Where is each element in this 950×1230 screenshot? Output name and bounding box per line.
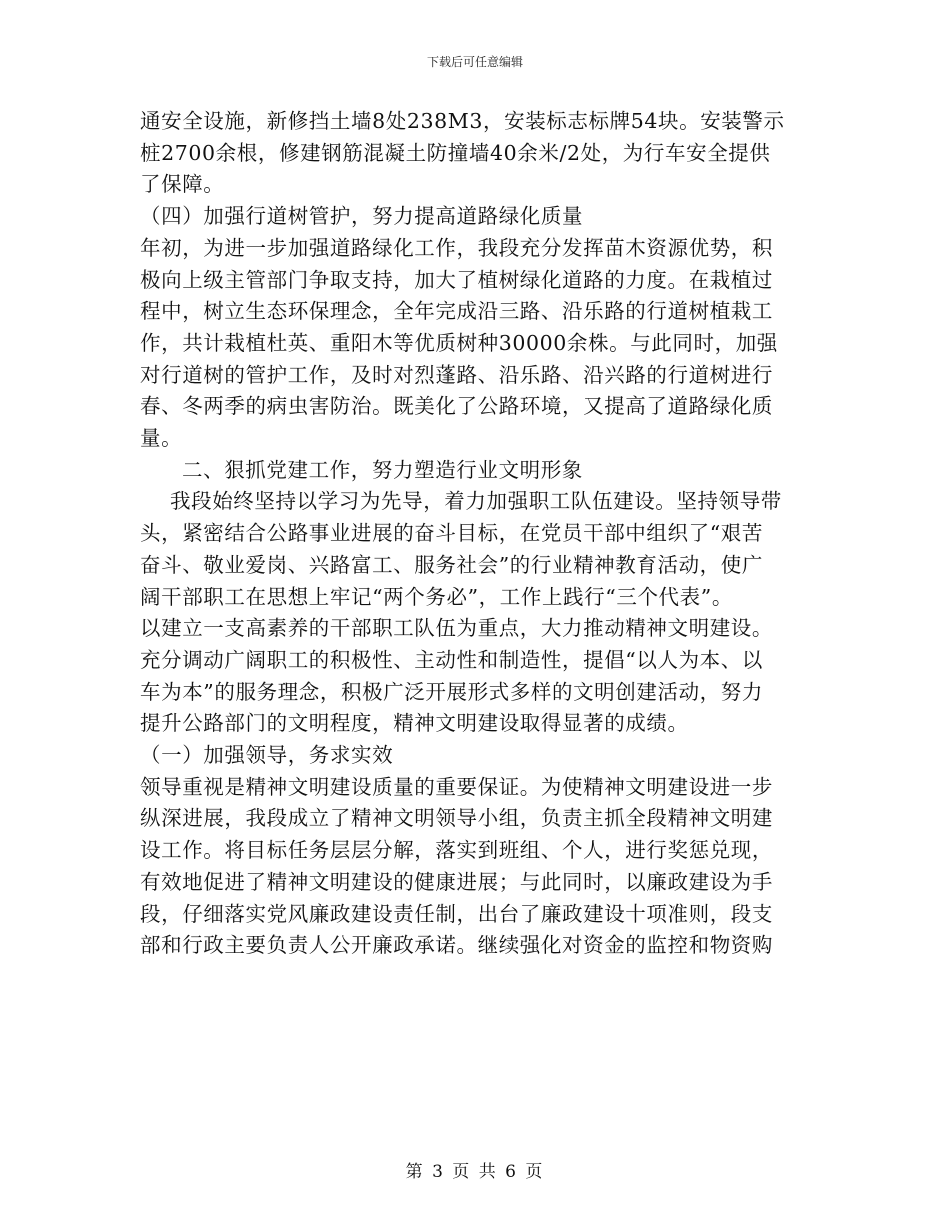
text-line: 纵深进展，我段成立了精神文明领导小组，负责主抓全段精神文明建 <box>140 806 773 831</box>
text-line: 提升公路部门的文明程度，精神文明建设取得显著的成绩。 <box>140 711 689 736</box>
text-line: 以建立一支高素养的干部职工队伍为重点，大力推动精神文明建设。 <box>140 616 773 641</box>
text-line: 程中，树立生态环保理念，全年完成沿三路、沿乐路的行道树植栽工 <box>140 299 773 324</box>
document-body <box>140 106 815 962</box>
text-line: 桩2700余根，修建钢筋混凝土防撞墙40余米/2处，为行车安全提供 <box>140 140 771 165</box>
text-line: 阔干部职工在思想上牢记“两个务必”，工作上践行“三个代表”。 <box>140 584 733 609</box>
page-header: 下载后可任意编辑 <box>426 55 523 69</box>
text-line: 有效地促进了精神文明建设的健康进展；与此同时，以廉政建设为手 <box>140 869 773 894</box>
text-line: 头，紧密结合公路事业进展的奋斗目标，在党员干部中组织了“艰苦 <box>140 521 763 546</box>
text-line: 奋斗、敬业爱岗、兴路富工、服务社会”的行业精神教育活动，使广 <box>140 552 763 577</box>
text-line: 充分调动广阔职工的积极性、主动性和制造性，提倡“以人为本、以 <box>140 647 763 672</box>
text-line: 量。 <box>140 426 183 451</box>
text-line: 极向上级主管部门争取支持，加大了植树绿化道路的力度。在栽植过 <box>140 267 773 292</box>
text-line: 部和行政主要负责人公开廉政承诺。继续强化对资金的监控和物资购 <box>140 933 773 958</box>
text-line: 二、狠抓党建工作，努力塑造行业文明形象 <box>182 457 583 482</box>
text-line: 领导重视是精神文明建设质量的重要保证。为使精神文明建设进一步 <box>140 774 773 799</box>
text-line: 春、冬两季的病虫害防治。既美化了公路环境，又提高了道路绿化质 <box>140 394 773 419</box>
text-line: 车为本”的服务理念，积极广泛开展形式多样的文明创建活动，努力 <box>140 679 763 704</box>
text-line: 通安全设施，新修挡土墙8处238M3，安装标志标牌54块。安装警示 <box>140 109 785 133</box>
text-line: 段，仔细落实党风廉政建设责任制，出台了廉政建设十项准则，段支 <box>140 901 773 926</box>
text-line: （四）加强行道树管护，努力提高道路绿化质量 <box>140 204 584 229</box>
text-line: 年初，为进一步加强道路绿化工作，我段充分发挥苗木资源优势，积 <box>140 235 773 260</box>
text-line: 作，共计栽植杜英、重阳木等优质树种30000余株。与此同时，加强 <box>140 330 778 355</box>
text-line: （一）加强领导，务求实效 <box>140 743 394 768</box>
text-line: 对行道树的管护工作，及时对烈蓬路、沿乐路、沿兴路的行道树进行 <box>140 362 773 387</box>
page-footer: 第 3 页 共 6 页 <box>405 1162 545 1182</box>
text-line: 了保障。 <box>140 172 225 197</box>
text-line: 我段始终坚持以学习为先导，着力加强职工队伍建设。坚持领导带 <box>170 489 782 514</box>
text-line: 设工作。将目标任务层层分解，落实到班组、个人，进行奖惩兑现， <box>140 838 773 863</box>
